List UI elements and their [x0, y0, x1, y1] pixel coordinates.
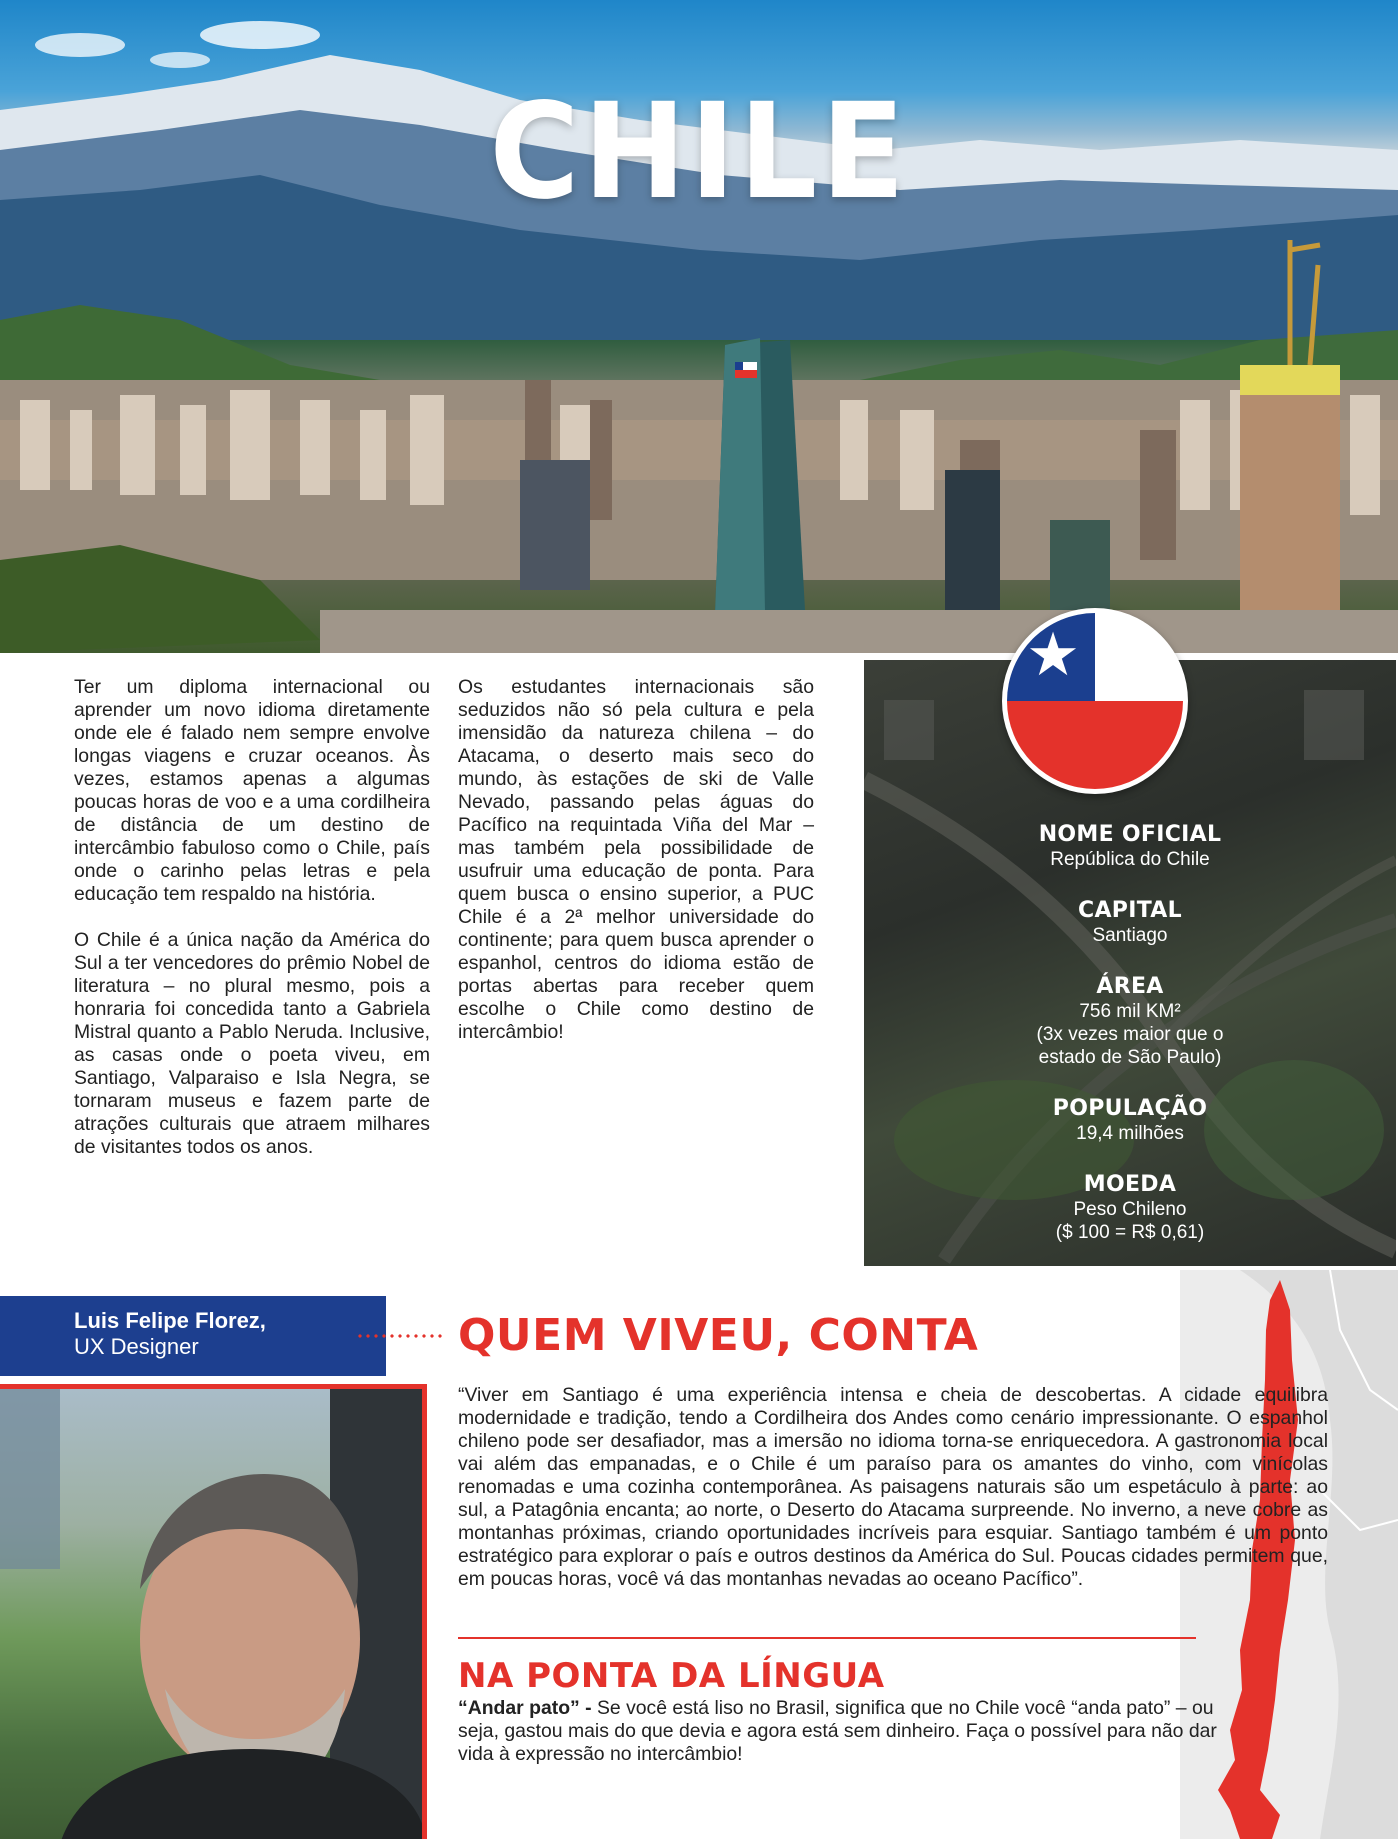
intro-column-right [458, 676, 814, 1067]
hero-image [0, 0, 1398, 653]
fact-value: Santiago [1092, 925, 1168, 946]
fact-value: Peso Chileno ($ 100 = R$ 0,61) [1055, 1199, 1205, 1243]
fact-official-name [864, 822, 1396, 871]
fact-label: POPULAÇÃO [1052, 1096, 1208, 1121]
dotted-connector [356, 1334, 446, 1338]
tip-term: “Andar pato” - [458, 1697, 592, 1719]
intro-paragraph: O Chile é a única nação da América do Sul a ter vencedores do prêmio Nobel de literatura – no plural mesmo, pois a honraria foi concedida tanto a Gabriela Mistral quanto a Pablo Neruda. Inclusive, as casas onde o poeta viveu, em Santiago, Valparaiso e Isla Negra, se tornaram museus e fazem parte de atrações culturais que atraem milhares de visitantes todos os anos. [74, 929, 430, 1158]
author-role: UX Designer [74, 1334, 199, 1359]
fact-population [864, 1096, 1396, 1145]
fact-currency [864, 1172, 1396, 1244]
intro-paragraph: Ter um diploma internacional ou aprender um novo idioma diretamente onde ele é falado nem sempre envolve longas viagens e cruzar oceanos. Às vezes, estamos apenas a algumas poucas horas de voo e a uma cordilheira de distância de um destino de intercâmbio fabuloso como o Chile, país onde o carinho pelas letras e pela educação tem respaldo na história. [74, 676, 430, 905]
fact-label: ÁREA [1096, 974, 1164, 999]
intro-column-left [74, 676, 430, 1182]
testimonial-quote: “Viver em Santiago é uma experiência intensa e cheia de descobertas. A cidade equilibra modernidade e tradição, tendo a Cordilheira dos Andes como cenário impressionante. O espanhol chileno pode ser desafiador, mas a imersão no idioma torna-se enriquecedora. A gastronomia local vai além das empanadas, e o Chile é um paraíso para os amantes do vinho, com vinícolas renomadas e uma cozinha contemporânea. As paisagens naturais são um espetáculo à parte: ao sul, a Patagônia encanta; ao norte, o Deserto do Atacama surpreende. No inverno, a neve cobre as montanhas próximas, criando oportunidades incríveis para esquiar. Santiago também é um ponto estratégico para explorar o país e outros destinos da América do Sul. Poucas cidades permitem que, em poucas horas, você vá das montanhas nevadas ao oceano Pacífico”. [458, 1384, 1328, 1590]
fact-value: República do Chile [1050, 849, 1210, 870]
fact-label: MOEDA [1083, 1172, 1177, 1197]
author-name-box [0, 1296, 386, 1376]
fact-value: 19,4 milhões [1076, 1123, 1184, 1144]
section-divider [458, 1637, 1196, 1639]
author-name: Luis Felipe Florez, [74, 1308, 266, 1333]
tip-explanation: Se você está liso no Brasil, significa que no Chile você “anda pato” – ou seja, gastou mais do que devia e agora está sem dinheiro. Faça o possível para não dar vida à expressão no intercâmbio! [458, 1697, 1217, 1765]
tip-text [458, 1697, 1218, 1766]
intro-paragraph: Os estudantes internacionais são seduzidos não só pela cultura e pela imensidão da natureza chilena – do Atacama, o deserto mais seco do mundo, às estações de ski de Valle Nevado, passando pelas águas do Pacífico na requintada Viña del Mar – mas também pela possibilidade de usufruir uma educação de ponta. Para quem busca o ensino superior, a PUC Chile é a 2ª melhor universidade do continente; para quem busca aprender o espanhol, centros do idioma estão de portas abertas para receber quem escolhe o Chile como destino de intercâmbio! [458, 676, 814, 1043]
author-portrait-illustration [0, 1389, 427, 1839]
fact-area [864, 974, 1396, 1069]
fact-label: NOME OFICIAL [1038, 822, 1222, 847]
chile-flag-icon: ★ [1002, 608, 1188, 794]
page-title: CHILE [489, 75, 909, 229]
tip-section-title: NA PONTA DA LÍNGUA [458, 1656, 885, 1696]
testimonial-section-title: QUEM VIVEU, CONTA [458, 1310, 979, 1361]
fact-label: CAPITAL [1078, 898, 1182, 923]
author-photo [0, 1384, 427, 1839]
fact-value: 756 mil KM² (3x vezes maior que o estado de São Paulo) [1036, 1001, 1224, 1068]
fact-capital [864, 898, 1396, 947]
